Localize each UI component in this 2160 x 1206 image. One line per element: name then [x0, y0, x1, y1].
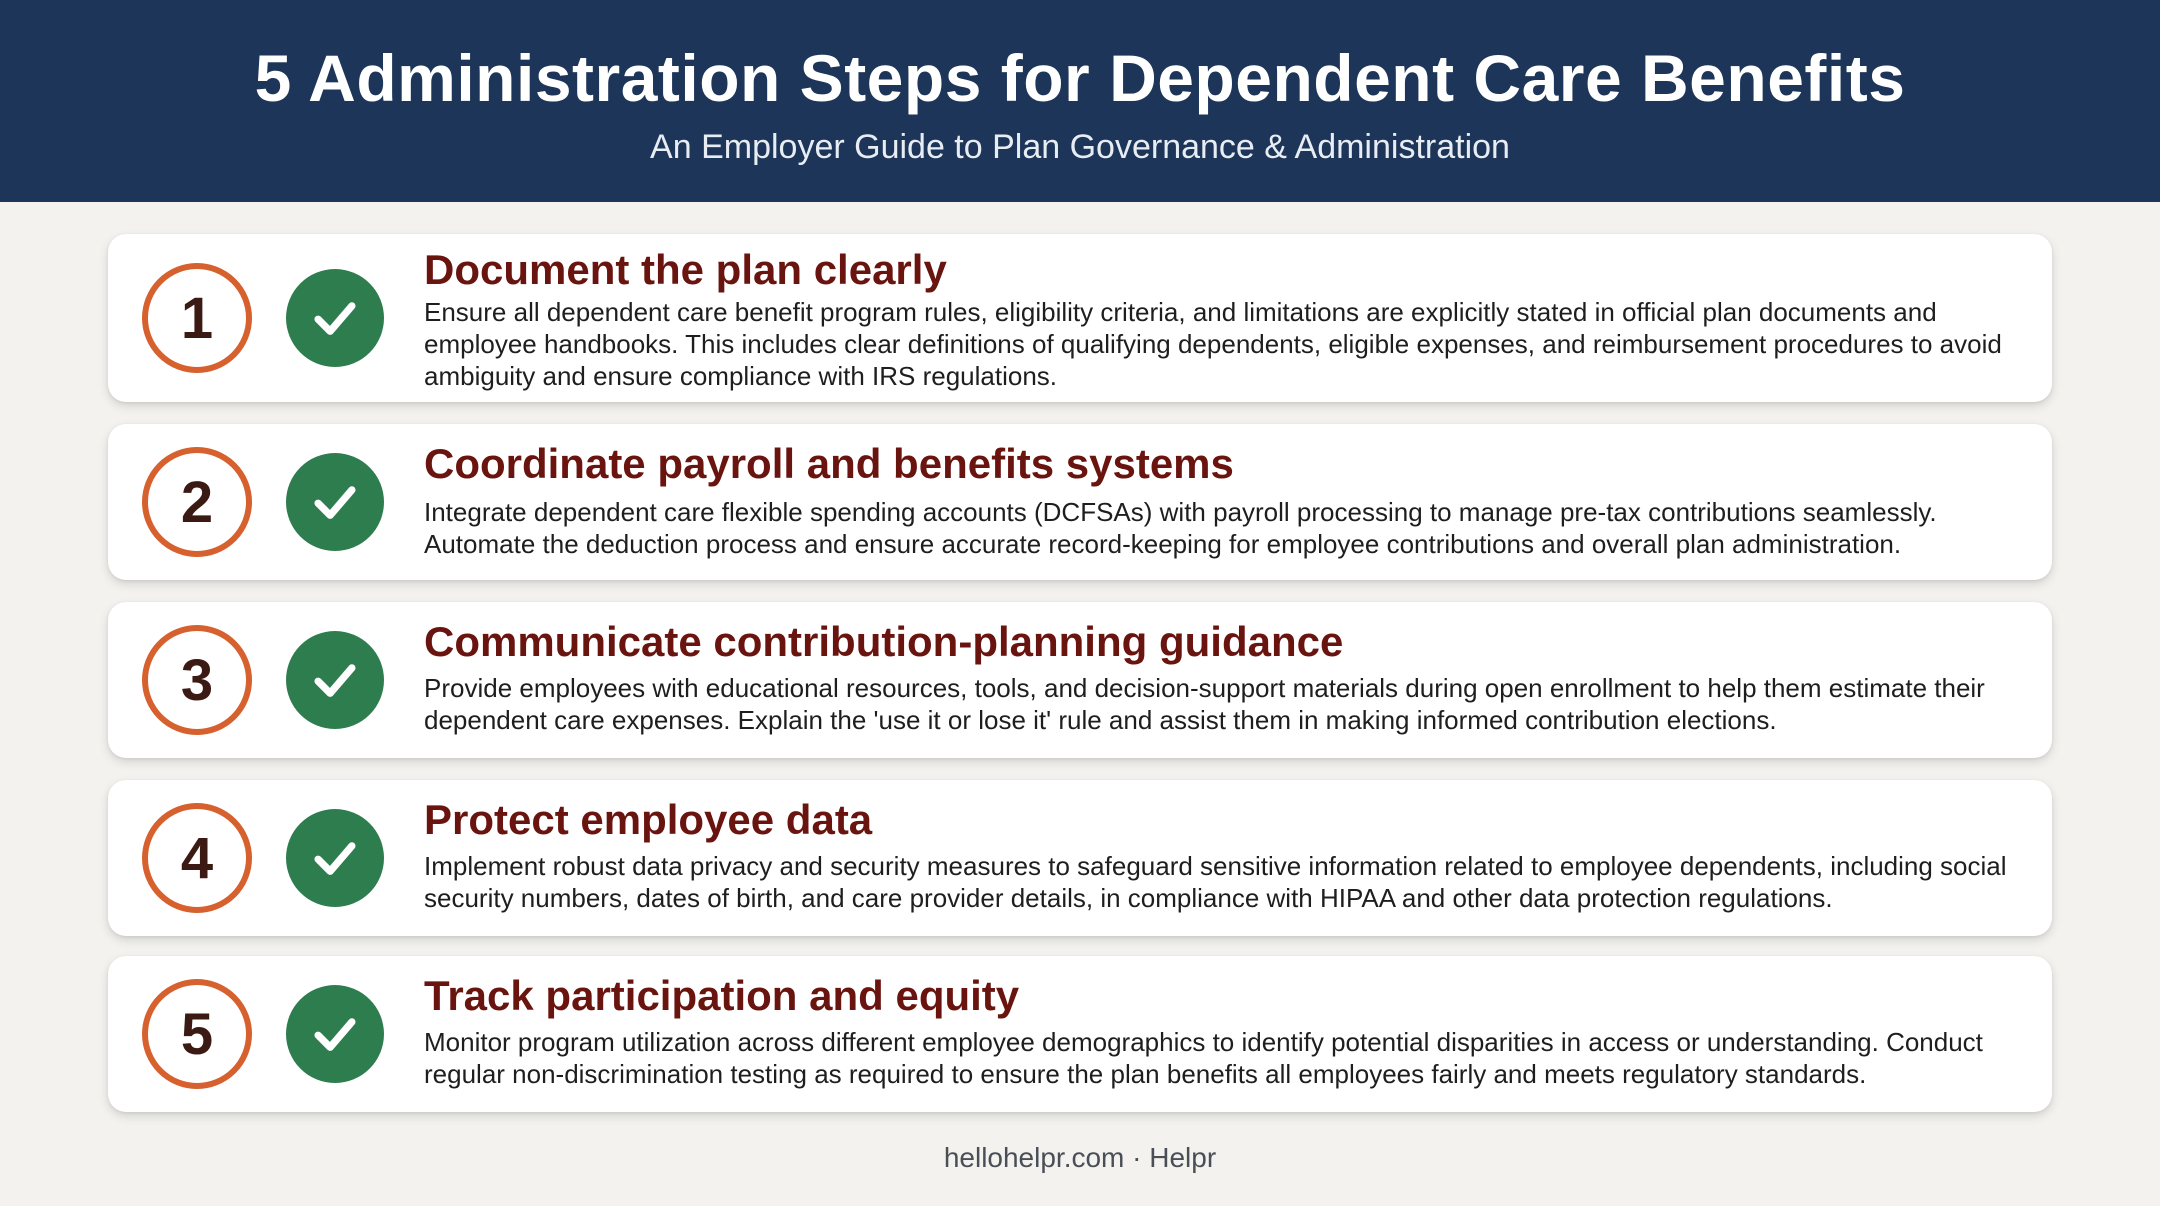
step-title: Communicate contribution-planning guidance: [424, 618, 1344, 665]
step-number-badge: 5: [142, 979, 252, 1089]
step-title: Document the plan clearly: [424, 246, 947, 293]
page-title: 5 Administration Steps for Dependent Care Benefits: [254, 41, 1906, 115]
step-description: Ensure all dependent care benefit program rules, eligibility criteria, and limitations are explicitly stated in official plan documents and employee handbooks. This includes clear definitions of qualifying dependents, eligible expenses, and reimbursement procedures to avoid ambiguity and ensure compliance with IRS regulations.: [424, 297, 2002, 391]
step-card-5: [108, 956, 2052, 1112]
step-title: Coordinate payroll and benefits systems: [424, 440, 1234, 487]
step-card-2: [108, 424, 2052, 580]
page-subtitle: An Employer Guide to Plan Governance & Administration: [650, 128, 1510, 166]
step-card-4: [108, 780, 2052, 936]
checkmark-icon: [286, 269, 384, 367]
step-card-3: [108, 602, 2052, 758]
checkmark-icon: [286, 985, 384, 1083]
step-title: Track participation and equity: [424, 972, 1020, 1019]
step-number-badge: 1: [142, 263, 252, 373]
step-card-1: [108, 234, 2052, 402]
step-number-badge: 3: [142, 625, 252, 735]
step-description: Implement robust data privacy and security measures to safeguard sensitive information related to employee dependents, including social security numbers, dates of birth, and care provider details, in compliance with HIPAA and other data protection regulations.: [424, 851, 2007, 913]
footer-credit: hellohelpr.com · Helpr: [943, 1142, 1217, 1173]
step-number-badge: 4: [142, 803, 252, 913]
step-description: Monitor program utilization across different employee demographics to identify potential disparities in access or understanding. Conduct regular non-discrimination testing as required to ensure the plan benefits all employees fairly and meets regulatory standards.: [424, 1027, 1983, 1089]
checkmark-icon: [286, 809, 384, 907]
header-banner: [0, 0, 2160, 202]
step-title: Protect employee data: [424, 796, 873, 843]
step-number-badge: 2: [142, 447, 252, 557]
checkmark-icon: [286, 453, 384, 551]
step-description: Integrate dependent care flexible spending accounts (DCFSAs) with payroll processing to manage pre-tax contributions seamlessly. Automate the deduction process and ensure accurate record-keeping for employee contributions and overall plan administration.: [424, 497, 1937, 559]
step-description: Provide employees with educational resources, tools, and decision-support materials during open enrollment to help them estimate their dependent care expenses. Explain the 'use it or lose it' rule and assist them in making informed contribution elections.: [424, 673, 1985, 735]
checkmark-icon: [286, 631, 384, 729]
